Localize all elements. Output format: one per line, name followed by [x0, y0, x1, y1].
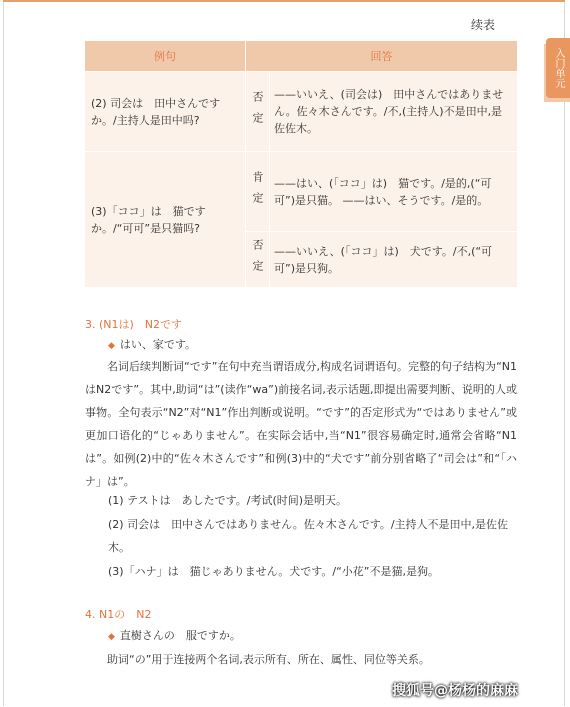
diamond-icon: ◆ — [108, 632, 115, 642]
section-heading: 3. (N1は) N2です — [85, 318, 183, 331]
diamond-icon: ◆ — [108, 341, 115, 351]
answer-cell: ——はい、(「ココ」は) 猫です。/是的,(“可可”)是只猫。 ——はい、そうです。/是的。 — [270, 152, 518, 232]
example-text: 直樹さんの 服ですか。 — [119, 629, 241, 642]
table-row — [85, 152, 518, 232]
table-row — [85, 72, 518, 152]
example-bullet — [108, 336, 196, 352]
polarity-cell: 肯定 — [246, 152, 270, 232]
table-header-row — [85, 41, 518, 72]
header-example: 例句 — [85, 41, 246, 72]
example-text: はい、家です。 — [119, 338, 197, 351]
example-bullet — [108, 627, 241, 643]
top-rule — [3, 0, 565, 2]
section-heading: 4. N1の N2 — [85, 608, 152, 621]
header-answer: 回答 — [246, 41, 518, 72]
body-paragraph: 名词后续判断词“です”在句中充当谓语成分,构成名词谓语句。完整的句子结构为“N1はN2です”。其中,助词“は”(读作“wa”)前接名词,表示话题,即提出需要判断、说明的人或事物。全句表示“N2”对“N1”作出判断或说明。“です”的否定形式为“ではありません”或更加口语化的“じゃありません”。在实际会话中,当“N1”很容易确定时,通常会省略“N1は”。如例(2)中的“佐々木さんです”和例(3)中的“犬です”前分别省略了“司会は”和“「ハナ」は”。 — [85, 360, 517, 488]
watermark: 搜狐号@杨杨的麻麻 — [392, 683, 518, 699]
body-paragraph: 助词“の”用于连接两个名词,表示所有、所在、属性、同位等关系。 — [107, 653, 430, 666]
question-cell: (2) 司会は 田中さんですか。/主持人是田中吗? — [85, 72, 246, 152]
continued-label: 续表 — [471, 18, 496, 32]
question-cell: (3)「ココ」は 猫ですか。/“可可”是只猫吗? — [85, 152, 246, 288]
list-item: (2) 司会は 田中さんではありません。佐々木さんです。/主持人不是田中,是佐佐木。 — [108, 518, 509, 554]
side-tab: 入门单元 — [546, 38, 570, 98]
example-table — [84, 40, 518, 288]
answer-cell: ——いいえ、(「ココ」は) 犬です。/不,(“可可”)是只狗。 — [270, 232, 518, 288]
list-item: (3)「ハナ」は 猫じゃありません。犬です。/“小花”不是猫,是狗。 — [108, 565, 439, 578]
answer-cell: ——いいえ、(司会は) 田中さんではありません。佐々木さんです。/不,(主持人)不是田中,是佐佐木。 — [270, 72, 518, 152]
list-item: (1) テストは あしたです。/考试(时间)是明天。 — [108, 494, 348, 507]
polarity-cell: 否定 — [246, 72, 270, 152]
polarity-cell: 否定 — [246, 232, 270, 288]
